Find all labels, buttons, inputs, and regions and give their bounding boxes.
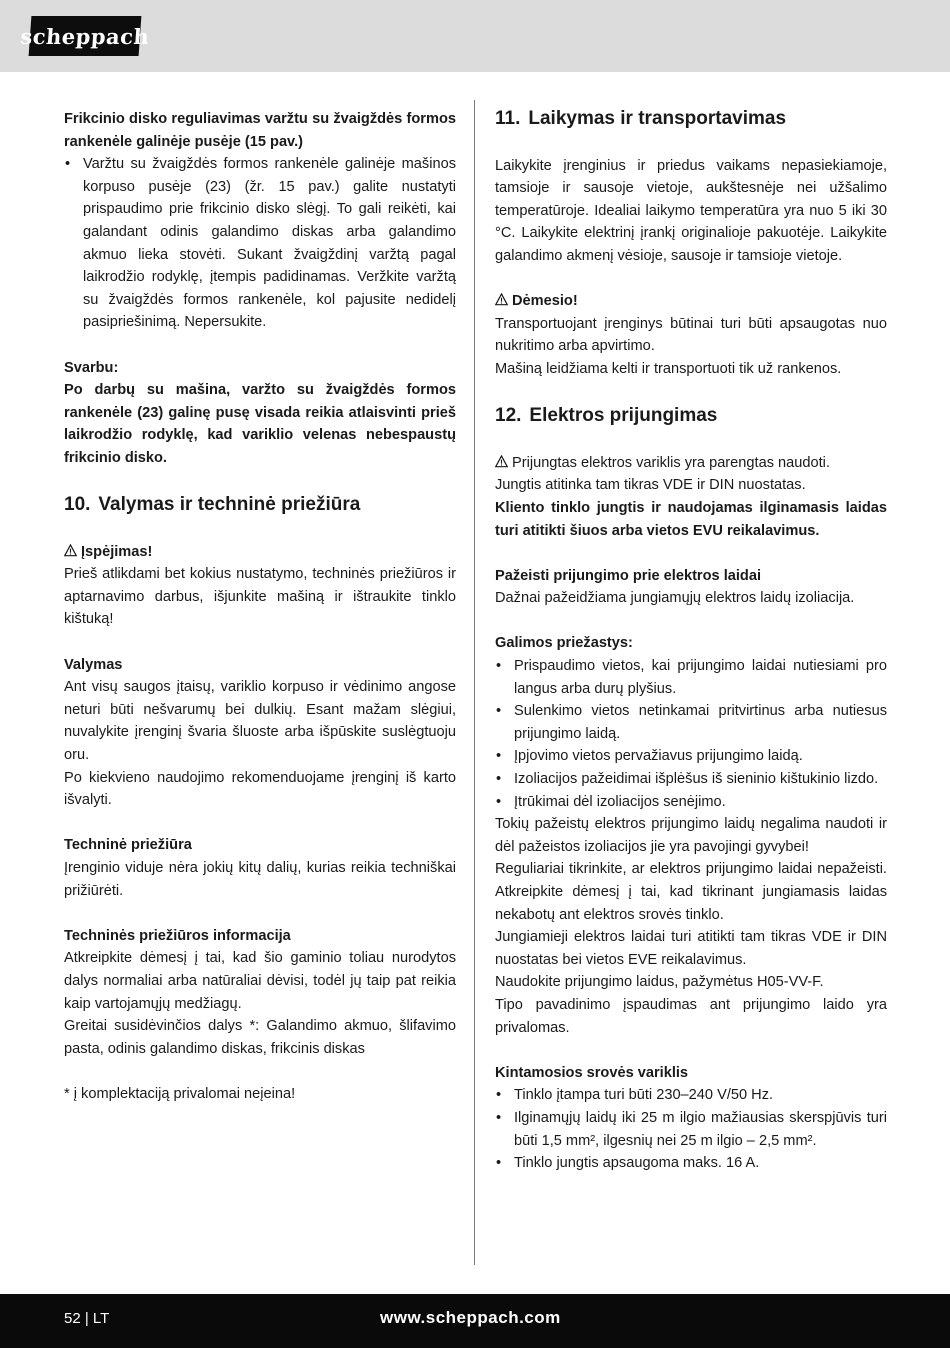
electrical-text-1: Prijungtas elektros variklis yra parengtas naudoti.	[512, 454, 830, 471]
section-number: 12.	[495, 405, 522, 427]
warning-triangle-icon	[495, 455, 508, 468]
caution-label: Dėmesio!	[512, 293, 578, 310]
electrical-text-2: Jungtis atitinka tam tikras VDE ir DIN nuostatas.	[495, 477, 806, 494]
cleaning-text-2: Po kiekvieno naudojimo rekomenduojame įrenginį iš karto išvalyti.	[64, 769, 456, 809]
list-item: • Tinklo įtampa turi būti 230–240 V/50 Hz.	[495, 1084, 887, 1107]
list-item: • Tinklo jungtis apsaugoma maks. 16 A.	[495, 1152, 887, 1175]
maintenance-text: Įrenginio viduje nėra jokių kitų dalių, kurias reikia techniškai prižiūrėti.	[64, 860, 456, 899]
cable-text-3: Jungiamieji elektros laidai turi atitikti tam tikras VDE ir DIN nuostatas bei vietos EVE reikalavimus.	[495, 929, 887, 968]
warning-heading	[64, 541, 456, 564]
section-number: 10.	[64, 494, 91, 516]
causes-list	[495, 655, 887, 813]
list-item: • Varžtu su žvaigždės formos rankenėle galinėje mašinos korpuso pusėje (23) (žr. 15 pav.) galite nustatyti prispaudimo prie frikcinio disko slėgį. To gali reikėti, kai galandant odinis galandimo diskas arba galandimo akmuo lieka stovėti. Sukant žvaigždinį varžtą pagal laikrodžio rodyklę, įtempis padidinamas. Veržkite varžtą su žvaigždės formos rankenėle, kol pajusite nedidelį pasipriešinimą. Nepersukite.	[64, 153, 456, 334]
damaged-cables-heading: Pažeisti prijungimo prie elektros laidai	[495, 567, 762, 584]
storage-text: Laikykite įrenginius ir priedus vaikams nepasiekiamoje, tamsioje ir sausoje vietoje, aukštesnėje nei užšalimo temperatūroje. Idealiai laikymo temperatūra yra nuo 5 iki 30 °C. Laikykite elektrinį įrankį originalioje pakuotėje. Laikykite galandimo akmenį vėsioje, sausoje ir tamsioje vietoje.	[495, 157, 887, 264]
list-item: • Prispaudimo vietos, kai prijungimo laidai nutiesiami pro langus arba durų plyšius.	[495, 655, 887, 700]
cable-text-4: Naudokite prijungimo laidus, pažymėtus H05-VV-F.	[495, 974, 824, 991]
service-info-heading: Techninės priežiūros informacija	[64, 927, 291, 944]
right-column	[495, 106, 887, 1175]
website-link[interactable]: www.scheppach.com	[380, 1308, 561, 1327]
list-item: • Izoliacijos pažeidimai išplėšus iš sieninio kištukinio lizdo.	[495, 768, 887, 791]
list-item: • Sulenkimo vietos netinkamai pritvirtinus arba nutiesus prijungimo laidą.	[495, 700, 887, 745]
friction-list	[64, 153, 456, 334]
ac-motor-list	[495, 1084, 887, 1174]
causes-heading: Galimos priežastys:	[495, 635, 633, 652]
warning-triangle-icon	[64, 544, 77, 557]
warning-triangle-icon	[495, 293, 508, 306]
section-11-heading	[495, 106, 887, 132]
warning-label: Įspėjimas!	[81, 543, 153, 560]
cleaning-heading: Valymas	[64, 656, 123, 673]
electrical-bold-text: Kliento tinklo jungtis ir naudojamas ilginamasis laidas turi atitikti šiuos arba vietos EVU reikalavimus.	[495, 499, 887, 539]
scheppach-logo: scheppach	[29, 16, 142, 56]
caution-heading	[495, 290, 887, 313]
cable-text-1: Tokių pažeistų elektros prijungimo laidų negalima naudoti ir dėl pažeistos izoliacijos jie yra pavojingi gyvybei!	[495, 816, 887, 855]
page-header	[0, 0, 950, 72]
section-title: Laikymas ir transportavimas	[528, 108, 787, 129]
damaged-cables-text: Dažnai pažeidžiama jungiamųjų elektros laidų izoliacija.	[495, 590, 855, 607]
left-column	[64, 108, 456, 1106]
column-divider	[474, 100, 475, 1265]
list-item: • Įpjovimo vietos pervažiavus prijungimo laidą.	[495, 745, 887, 768]
section-10-heading	[64, 492, 456, 518]
ac-motor-heading: Kintamosios srovės variklis	[495, 1064, 689, 1081]
important-text: Po darbų su mašina, varžto su žvaigždės formos rankenėle (23) galinę pusę visada reikia atlaisvinti prieš laikrodžio rodyklę, kad variklio velenas nebespaustų frikcinio disko.	[64, 382, 456, 466]
section-title: Valymas ir techninė priežiūra	[98, 494, 361, 516]
electrical-text	[495, 452, 887, 475]
wear-parts-text: Greitai susidėvinčios dalys *: Galandimo akmuo, šlifavimo pasta, odinis galandimo diskas, frikcinis diskas	[64, 1018, 456, 1057]
section-12-heading	[495, 403, 887, 429]
warning-text: Prieš atlikdami bet kokius nustatymo, techninės priežiūros ir aptarnavimo darbus, išjunkite mašiną ir ištraukite tinklo kištuką!	[64, 566, 456, 628]
cleaning-text: Ant visų saugos įtaisų, variklio korpuso ir vėdinimo angose neturi būti nešvarumų bei dulkių. Esant mažam slėgiui, nuvalykite įrenginį švaria šluoste arba išpūskite suslėgtuoju oru.	[64, 679, 456, 764]
cable-text-2: Reguliariai tikrinkite, ar elektros prijungimo laidai nepažeisti. Atkreipkite dėmesį į tai, kad tikrinant jungiamasis laidas nekabotų ant elektros srovės tinklo.	[495, 861, 887, 923]
footnote: * į komplektaciją privalomai neįeina!	[64, 1085, 296, 1102]
friction-heading: Frikcinio disko reguliavimas varžtu su žvaigždės formos rankenėle galinėje pusėje (15 pav.)	[64, 111, 456, 150]
transport-text: Transportuojant įrenginys būtinai turi būti apsaugotas nuo nukritimo arba apvirtimo.	[495, 315, 887, 355]
section-number: 11.	[495, 108, 521, 129]
section-title: Elektros prijungimas	[529, 405, 718, 427]
list-item: • Įtrūkimai dėl izoliacijos senėjimo.	[495, 791, 887, 814]
list-item: • Ilginamųjų laidų iki 25 m ilgio mažiausias skerspjūvis turi būti 1,5 mm², ilgesnių nei 25 m ilgio – 2,5 mm².	[495, 1107, 887, 1152]
cable-text-5: Tipo pavadinimo įspaudimas ant prijungimo laido yra privalomas.	[495, 996, 887, 1036]
page-footer	[0, 1294, 950, 1348]
important-heading: Svarbu:	[64, 359, 119, 376]
maintenance-heading: Techninė priežiūra	[64, 837, 192, 854]
service-info-text: Atkreipkite dėmesį į tai, kad šio gaminio toliau nurodytos dalys normaliai arba natūraliai dėvisi, todėl jų taip pat reikia kaip vartojamųjų medžiagų.	[64, 950, 456, 1012]
transport-text-2: Mašiną leidžiama kelti ir transportuoti tik už rankenos.	[495, 360, 842, 377]
page-number: 52 | LT	[64, 1310, 110, 1327]
